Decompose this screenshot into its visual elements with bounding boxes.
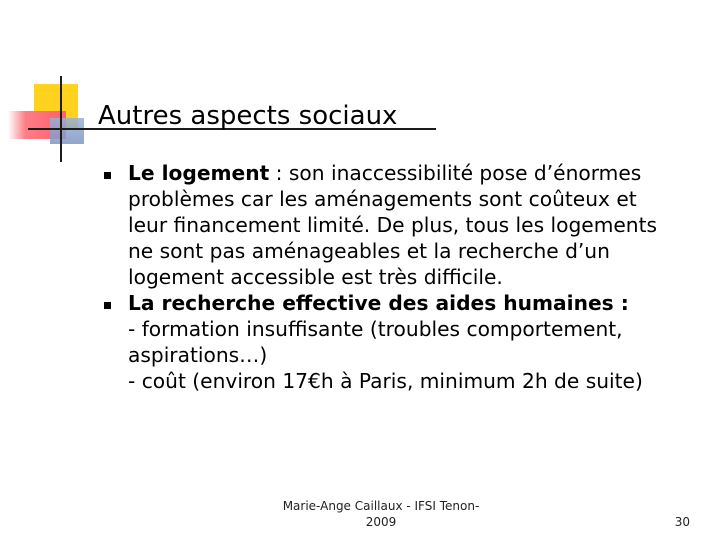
bullet-text: - formation insuffisante (troubles comportement,	[128, 317, 623, 341]
bullet-text: logement accessible est très difficile.	[128, 265, 503, 289]
bullet-first-line	[128, 160, 704, 186]
square-bullet-icon	[104, 302, 111, 309]
bullet-heading: La recherche effective des aides humaines :	[128, 291, 629, 315]
bullet-heading: Le logement	[128, 161, 270, 185]
square-bullet-icon	[104, 172, 111, 179]
bullet-text: aspirations…)	[128, 343, 268, 367]
page-number: 30	[674, 515, 690, 529]
bullet-item-aides-humaines	[104, 290, 704, 394]
bullet-first-line	[128, 290, 704, 316]
bullet-item-logement	[104, 160, 704, 290]
bullet-text: : son inaccessibilité pose d’énormes	[269, 161, 642, 185]
bullet-text: - coût (environ 17€h à Paris, minimum 2h de suite)	[128, 369, 643, 393]
footer-author-line: Marie-Ange Caillaux - IFSI Tenon-	[282, 499, 480, 513]
decorative-vertical-line	[60, 76, 62, 162]
slide-content	[104, 160, 704, 394]
footer-author-line: 2009	[365, 515, 397, 529]
bullet-text: problèmes car les aménagements sont coûteux et	[128, 187, 637, 211]
footer-author	[258, 498, 504, 530]
decorative-blue-square	[50, 118, 84, 144]
bullet-text: ne sont pas aménageables et la recherche d’un	[128, 239, 610, 263]
bullet-text: leur financement limité. De plus, tous les logements	[128, 213, 658, 237]
slide-title: Autres aspects sociaux	[98, 101, 398, 131]
